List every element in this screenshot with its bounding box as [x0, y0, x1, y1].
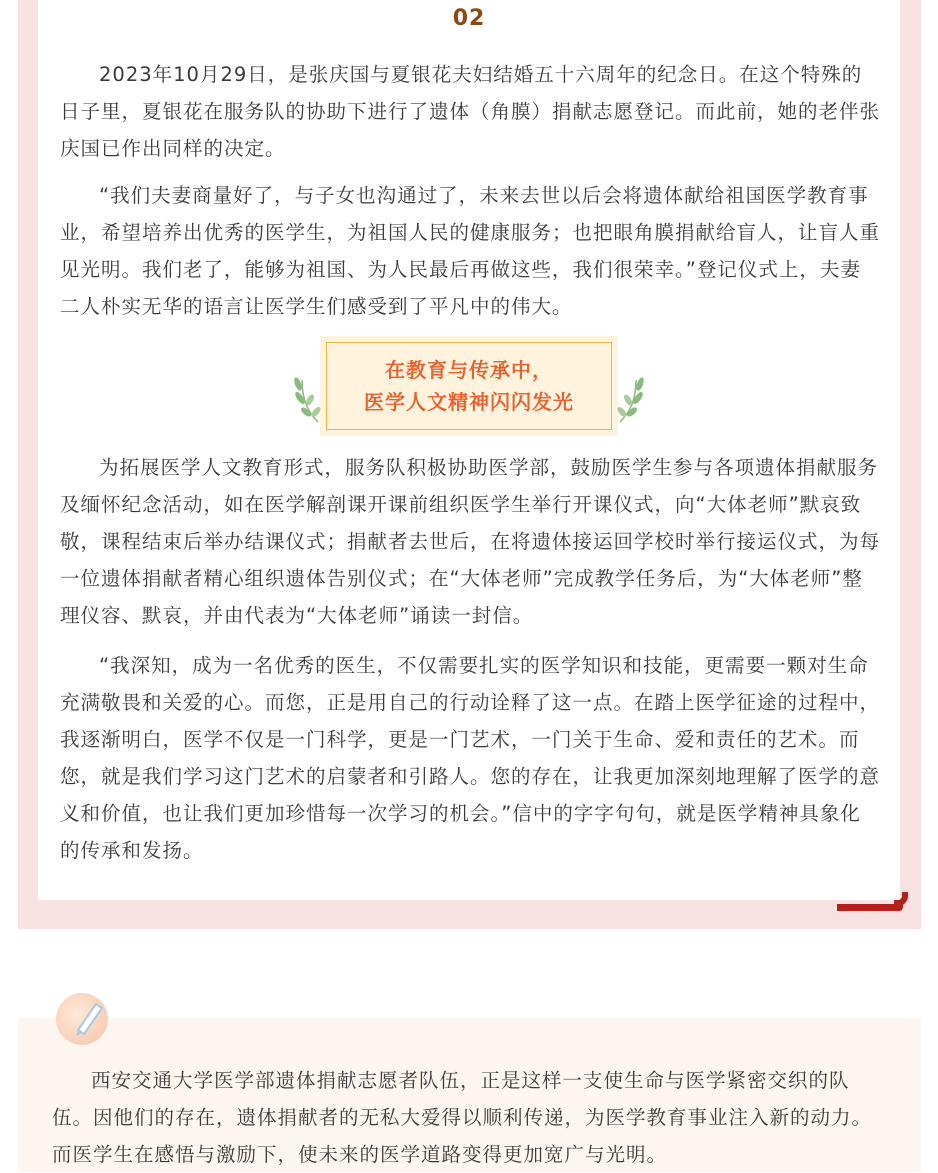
- section-banner-inner: [326, 342, 612, 430]
- summary-paragraph: 西安交通大学医学部遗体捐献志愿者队伍，正是这样一支使生命与医学紧密交织的队伍。因他们的存在，遗体捐献者的无私大爱得以顺利传递，为医学教育事业注入新的动力。而医学生在感悟与激励下，使未来的医学道路变得更加宽广与光明。: [52, 1069, 873, 1166]
- banner-line-1: 在教育与传承中，: [385, 358, 553, 382]
- paragraph-4: “我深知，成为一名优秀的医生，不仅需要扎实的医学知识和技能，更需要一颗对生命充满敬畏和关爱的心。而您，正是用自己的行动诠释了这一点。在踏上医学征途的过程中，我逐渐明白，医学不仅是一门科学，更是一门艺术，一门关于生命、爱和责任的艺术。而您，就是我们学习这门艺术的启蒙者和引路人。您的存在，让我更加深刻地理解了医学的意义和价值，也让我们更加珍惜每一次学习的机会。”信中的字字句句，就是医学精神具象化的传承和发扬。: [60, 654, 881, 862]
- paragraph-2: “我们夫妻商量好了，与子女也沟通过了，未来去世以后会将遗体献给祖国医学教育事业，希望培养出优秀的医学生，为祖国人民的健康服务；也把眼角膜捐献给盲人，让盲人重见光明。我们老了，能够为祖国、为人民最后再做这些，我们很荣幸。”登记仪式上，夫妻二人朴实无华的语言让医学生们感受到了平凡中的伟大。: [60, 184, 881, 318]
- leaf-branch-icon: [614, 376, 646, 424]
- paragraph-3: 为拓展医学人文教育形式，服务队积极协助医学部，鼓励医学生参与各项遗体捐献服务及缅怀纪念活动，如在医学解剖课开课前组织医学生举行开课仪式，向“大体老师”默哀致敬，课程结束后举办结课仪式；捐献者去世后，在将遗体接运回学校时举行接运仪式，为每一位遗体捐献者精心组织遗体告别仪式；在“大体老师”完成教学任务后，为“大体老师”整理仪容、默哀，并由代表为“大体老师”诵读一封信。: [60, 456, 881, 627]
- banner-line-2: 医学人文精神闪闪发光: [364, 390, 574, 414]
- paragraph-1: 2023年10月29日，是张庆国与夏银花夫妇结婚五十六周年的纪念日。在这个特殊的日子里，夏银花在服务队的协助下进行了遗体（角膜）捐献志愿登记。而此前，她的老伴张庆国已作出同样的决定。: [60, 63, 881, 160]
- section-number: 02: [452, 6, 486, 31]
- leaf-branch-icon: [292, 376, 324, 424]
- pencil-icon: [66, 996, 108, 1038]
